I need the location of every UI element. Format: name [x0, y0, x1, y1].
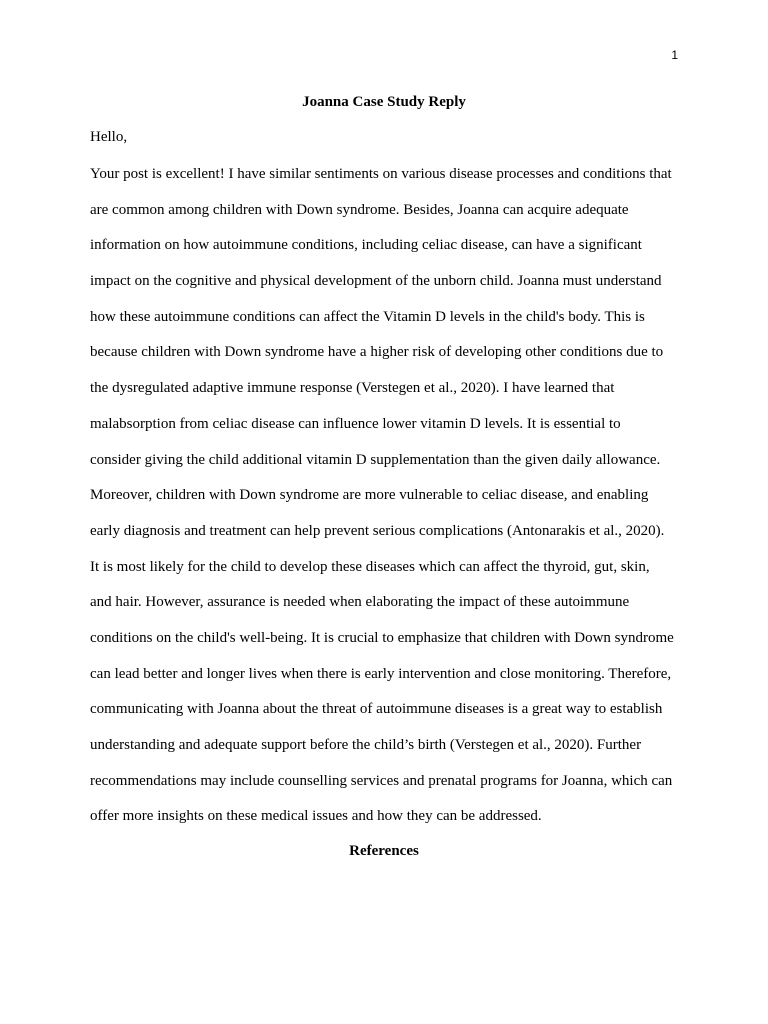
body-line: Moreover, children with Down syndrome are more vulnerable to celiac disease, and enabling [90, 487, 649, 504]
body-line: can lead better and longer lives when there is early intervention and close monitoring. Therefore, [90, 665, 672, 682]
document-title: Joanna Case Study Reply [302, 94, 466, 110]
references-heading: References [349, 843, 419, 859]
body-line: recommendations may include counselling services and prenatal programs for Joanna, which can [90, 772, 673, 789]
body-line: understanding and adequate support before the child’s birth (Verstegen et al., 2020). Further [90, 737, 642, 753]
body-line: conditions on the child's well-being. It is crucial to emphasize that children with Down syndrome [90, 629, 674, 646]
body-line: and hair. However, assurance is needed when elaborating the impact of these autoimmune [90, 594, 630, 611]
body-line: how these autoimmune conditions can affect the Vitamin D levels in the child's body. This is [90, 308, 645, 325]
body-line: offer more insights on these medical issues and how they can be addressed. [90, 808, 542, 825]
body-line: Your post is excellent! I have similar sentiments on various disease processes and conditions that [90, 166, 672, 182]
body-line: the dysregulated adaptive immune response (Verstegen et al., 2020). I have learned that [90, 380, 615, 397]
body-line: consider giving the child additional vitamin D supplementation than the given daily allowance. [90, 451, 661, 468]
body-line: It is most likely for the child to develop these diseases which can affect the thyroid, gut, skin, [90, 558, 650, 575]
body-line: are common among children with Down syndrome. Besides, Joanna can acquire adequate [90, 201, 629, 218]
body-line: information on how autoimmune conditions, including celiac disease, can have a significant [90, 237, 642, 254]
body-line: early diagnosis and treatment can help prevent serious complications (Antonarakis et al., 2020). [90, 522, 665, 539]
body-line: communicating with Joanna about the threat of autoimmune diseases is a great way to establish [90, 701, 663, 718]
body-line: malabsorption from celiac disease can influence lower vitamin D levels. It is essential to [90, 415, 621, 432]
body-line: impact on the cognitive and physical development of the unborn child. Joanna must understand [90, 273, 662, 290]
greeting: Hello, [90, 129, 128, 145]
body-line: because children with Down syndrome have a higher risk of developing other conditions due to [90, 344, 664, 361]
page-number: 1 [671, 48, 678, 62]
body-paragraph [90, 163, 690, 841]
